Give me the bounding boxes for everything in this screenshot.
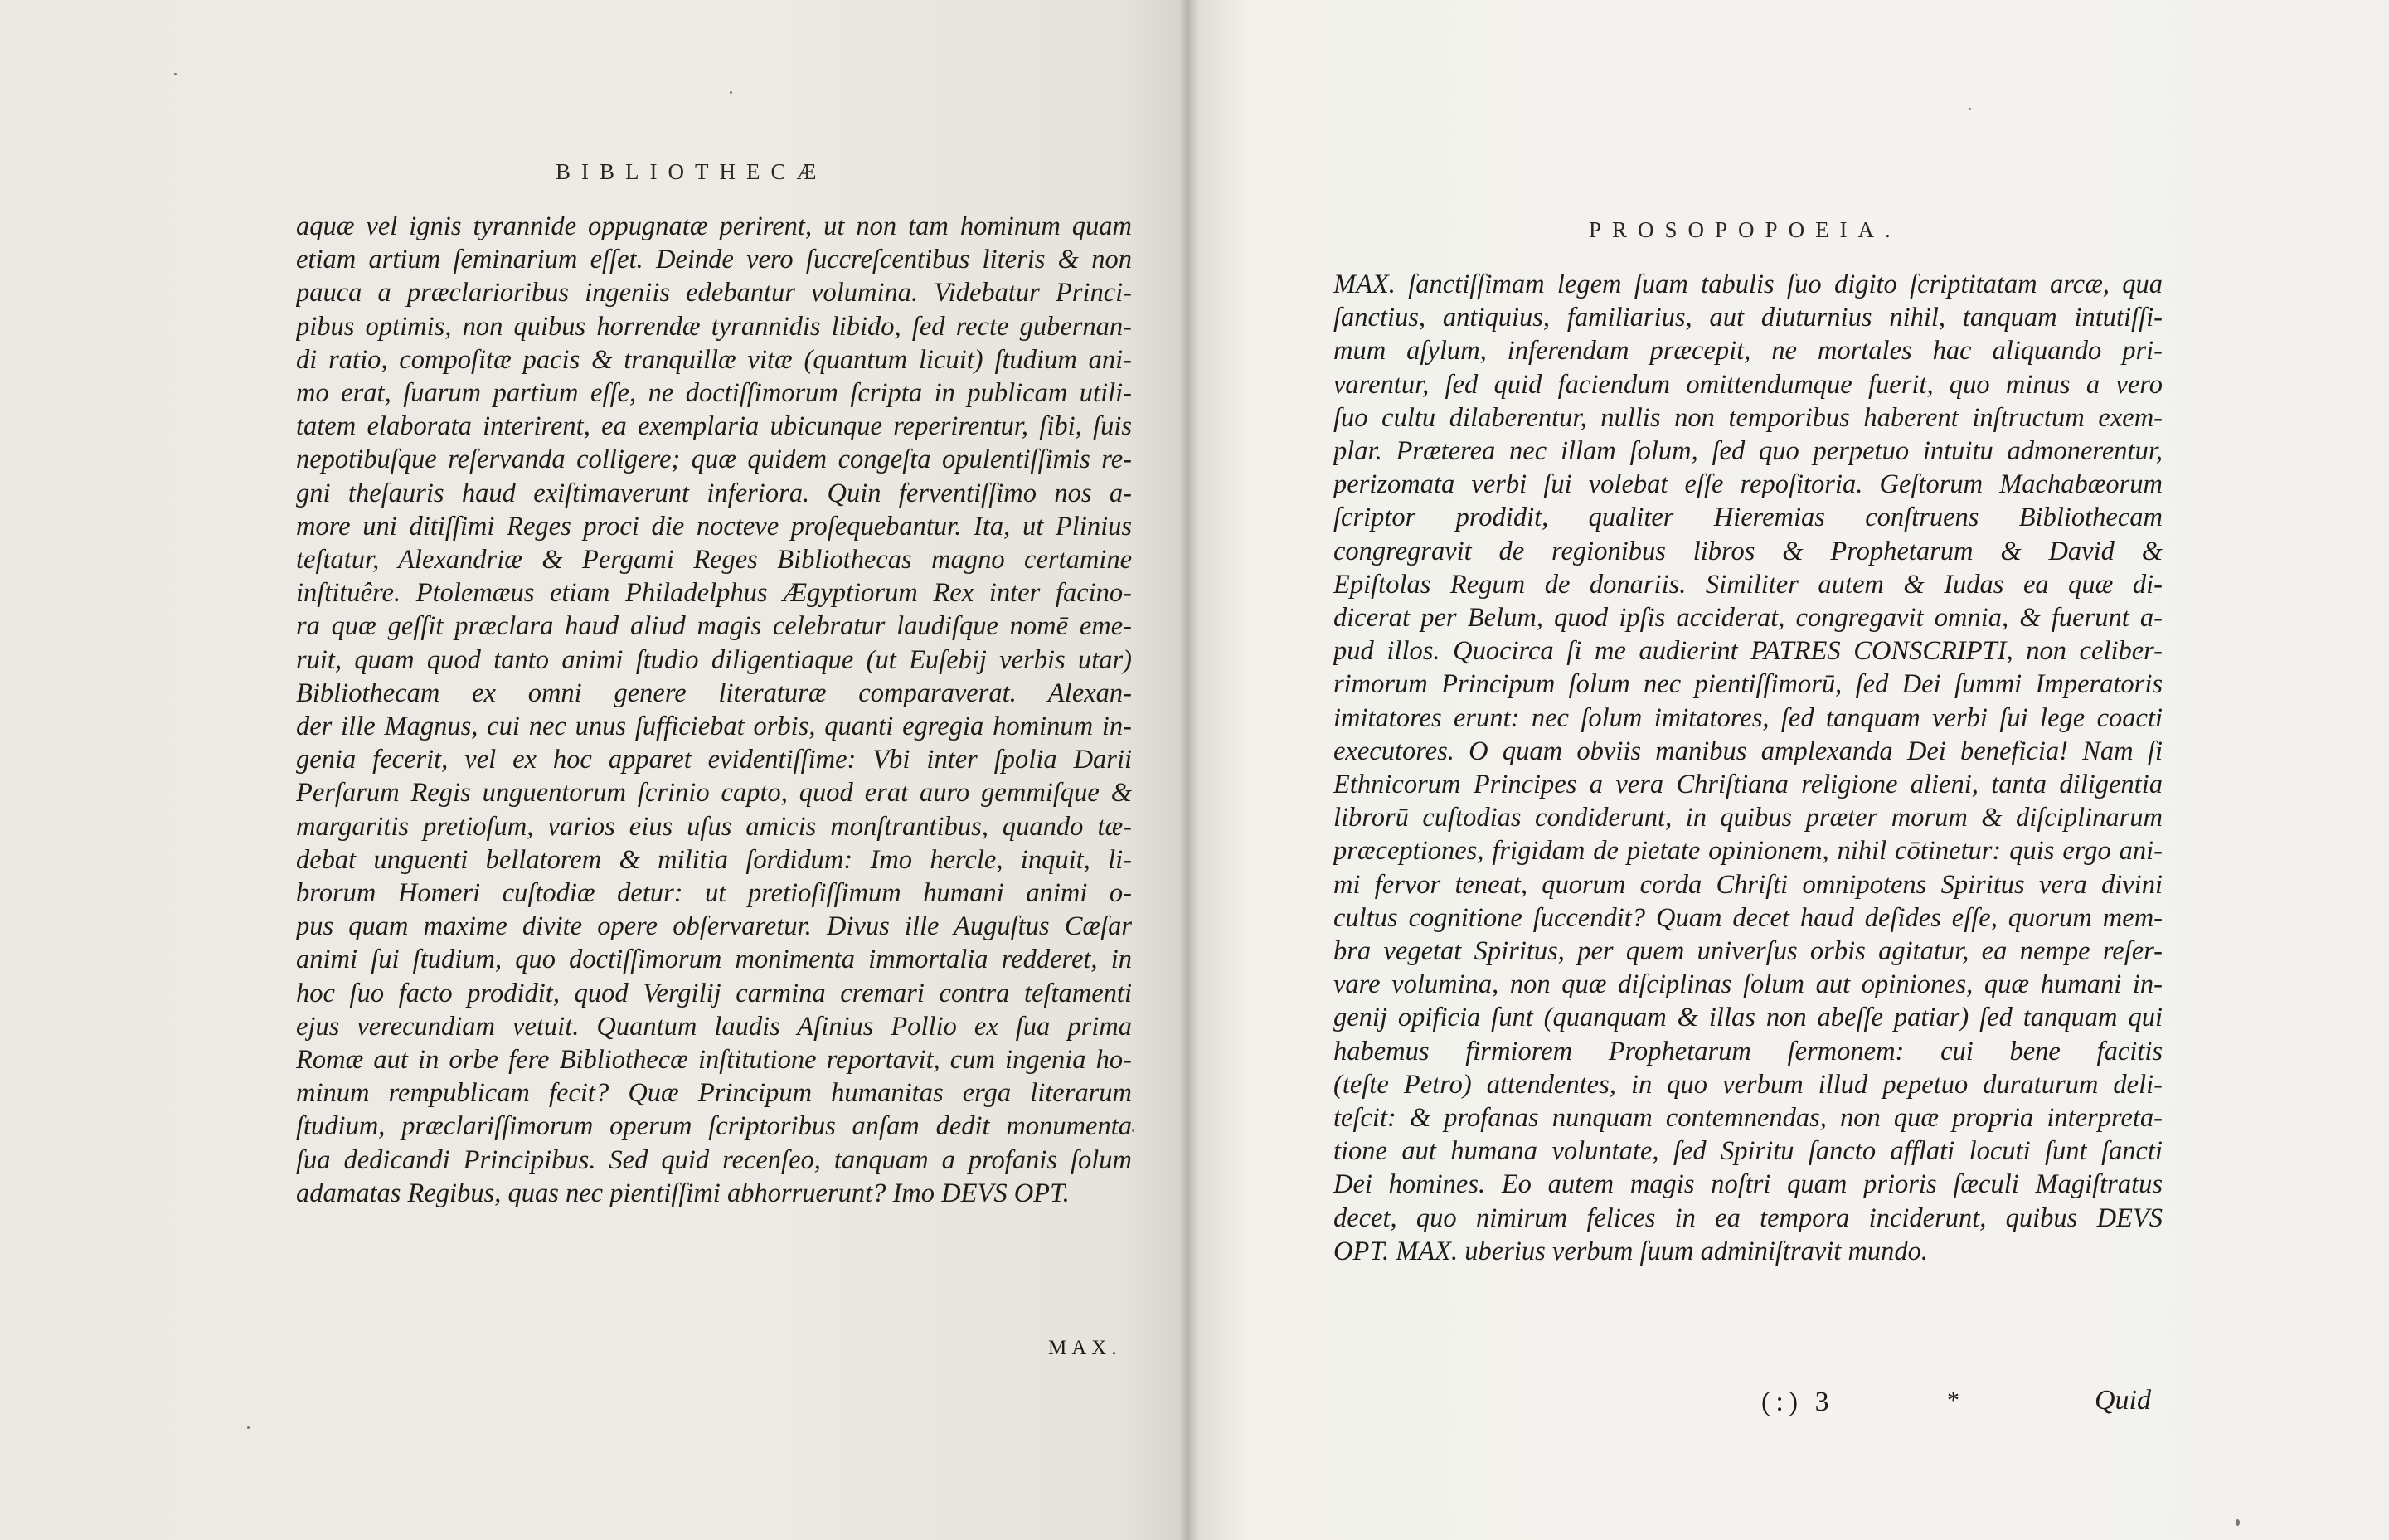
text-line: præceptiones, frigidam de pietate opinionem, nihil cōtinetur: quis ergo ani- xyxy=(1333,836,2163,867)
text-line: habemus firmiorem Prophetarum ſermonem: cui bene facitis xyxy=(1333,1036,2163,1066)
text-line: adamatas Regibus, quas nec pientiſſimi abhorruerunt? Imo DEVS OPT. xyxy=(296,1178,1070,1208)
text-line: ſanctius, antiquius, familiarius, aut diuturnius nihil, tanquam intutiſſi- xyxy=(1333,303,2163,333)
paper-speck xyxy=(2236,1519,2240,1526)
text-line: executores. O quam obviis manibus amplexanda Dei beneficia! Nam ſi xyxy=(1333,736,2163,766)
text-line: congregravit de regionibus libros & Prophetarum & David & xyxy=(1333,536,2163,566)
paper-speck xyxy=(1132,1129,1134,1132)
text-line: imitatores erunt: nec ſolum imitatores, ſed tanquam verbi ſui lege coacti xyxy=(1333,702,2163,733)
text-line: Dei homines. Eo autem magis noſtri quam prioris ſæculi Magiſtratus xyxy=(1333,1169,2163,1200)
catchword-left: MAX. xyxy=(1048,1337,1122,1359)
text-line: Romæ aut in orbe fere Bibliothecæ inſtitutione reportavit, cum ingenia ho- xyxy=(296,1045,1132,1076)
text-line: rimorum Principum ſolum nec pientiſſimorū, ſed Dei ſummi Imperatoris xyxy=(1333,669,2163,700)
text-line: di ratio, compoſitæ pacis & tranquillæ vitæ (quantum licuit) ſtudium ani- xyxy=(296,344,1132,375)
text-line: ſuo cultu dilaberentur, nullis non temporibus haberent inſtructum exem- xyxy=(1333,402,2163,433)
text-line: more uni ditiſſimi Reges proci die nocteve proſequebantur. Ita, ut Plinius xyxy=(296,511,1132,542)
text-line: varentur, ſed quid faciendum omittendumque fuerit, quo minus a vero xyxy=(1333,369,2163,400)
running-head-left: BIBLIOTHECÆ xyxy=(556,159,828,184)
text-line: mum aſylum, inferendam præcepit, ne mortales hac aliquando pri- xyxy=(1333,336,2163,367)
left-page xyxy=(0,0,1189,1540)
text-line: debat unguenti bellatorem & militia ſordidum: Imo hercle, inquit, li- xyxy=(296,844,1132,875)
text-line: genia fecerit, vel ex hoc apparet evidentiſſime: Vbi inter ſpolia Darii xyxy=(296,745,1132,775)
text-line: ra quæ geſſit præclara haud aliud magis celebratur laudiſque nomē eme- xyxy=(296,611,1132,642)
text-line: Perſarum Regis unguentorum ſcrinio capto, quod erat auro gemmiſque & xyxy=(296,778,1132,809)
text-line: margaritis pretioſum, varios eius uſus amicis monſtrantibus, quando tæ- xyxy=(296,811,1132,842)
paper-speck xyxy=(174,73,177,75)
text-line: perizomata verbi ſui volebat eſſe repoſitoria. Geſtorum Machabæorum xyxy=(1333,469,2163,500)
text-line: MAX. ſanctiſſimam legem ſuam tabulis ſuo digito ſcriptitatam arcæ, qua xyxy=(1333,270,2163,299)
text-line: ſua dedicandi Principibus. Sed quid recenſeo, tanquam a profanis ſolum xyxy=(296,1144,1132,1175)
text-line: tatem elaborata interirent, ea exemplaria ubicunque reperirentur, ſibi, ſuis xyxy=(296,411,1132,442)
text-line: (teſte Petro) attendentes, in quo verbum illud pepetuo duraturum deli- xyxy=(1333,1069,2163,1100)
text-line: etiam artium ſeminarium eſſet. Deinde vero ſuccreſcentibus literis & non xyxy=(296,245,1132,275)
running-head-right: PROSOPOPOEIA. xyxy=(1589,217,1901,242)
text-line: bra vegetat Spiritus, per quem univerſus orbis agitatur, ea nempe reſer- xyxy=(1333,936,2163,967)
text-line: decet, quo nimirum felices in ea tempora inciderunt, quibus DEVS xyxy=(1333,1202,2163,1233)
text-line: pus quam maxime divite opere obſervaretur. Divus ille Auguſtus Cæſar xyxy=(296,911,1132,942)
text-line: ſtudium, præclariſſimorum operum ſcriptoribus anſam dedit monumenta xyxy=(296,1111,1132,1142)
text-line: inſtituêre. Ptolemæus etiam Philadelphus Ægyptiorum Rex inter facino- xyxy=(296,578,1132,609)
text-line: cultus cognitione ſuccendit? Quam decet haud deſides eſſe, quorum mem- xyxy=(1333,902,2163,933)
text-line: dicerat per Belum, quod ipſis acciderat, congregavit omnia, & fuerunt a- xyxy=(1333,603,2163,634)
gutter-shadow xyxy=(1179,0,1199,1540)
text-line: brorum Homeri cuſtodiæ detur: ut pretioſiſſimum humani animi o- xyxy=(296,878,1132,909)
text-line: ejus verecundiam vetuit. Quantum laudis Aſinius Pollio ex ſua prima xyxy=(296,1011,1132,1042)
text-line: vare volumina, non quæ diſciplinas ſolum aut opiniones, quæ humani in- xyxy=(1333,969,2163,1000)
right-page-body xyxy=(1333,268,2163,1268)
text-line: Ethnicorum Principes a vera Chriſtiana religione alieni, tanta diligentia xyxy=(1333,770,2163,800)
text-line: animi ſui ſtudium, quo doctiſſimorum monimenta immortalia redderet, in xyxy=(296,945,1132,975)
text-line: der ille Magnus, cui nec unus ſufficiebat orbis, quanti egregia hominum in- xyxy=(296,712,1132,742)
paper-speck xyxy=(730,91,732,94)
text-line: Epiſtolas Regum de donariis. Similiter autem & Iudas ea quæ di- xyxy=(1333,569,2163,600)
text-line: pauca a præclarioribus ingeniis edebantur volumina. Videbatur Princi- xyxy=(296,278,1132,308)
text-line: teſcit: & profanas nunquam contemnendas, non quæ propria interpreta- xyxy=(1333,1103,2163,1134)
catchword-right: Quid xyxy=(2095,1385,2151,1416)
text-line: tione aut humana voluntate, ſed Spiritu ſancto afflati locuti ſunt ſancti xyxy=(1333,1136,2163,1167)
text-line: OPT. MAX. uberius verbum ſuum adminiſtravit mundo. xyxy=(1333,1236,1929,1266)
paper-speck xyxy=(1969,108,1971,110)
text-line: mi fervor teneat, quorum corda Chriſti omnipotens Spiritus vera divini xyxy=(1333,869,2163,900)
left-page-body xyxy=(296,210,1132,1210)
text-line: aquæ vel ignis tyrannide oppugnatæ perirent, ut non tam hominum quam xyxy=(296,211,1132,241)
signature-mark: (:) 3 xyxy=(1761,1387,1834,1417)
text-line: Bibliothecam ex omni genere literaturæ comparaverat. Alexan- xyxy=(296,678,1132,708)
paper-speck xyxy=(247,1426,250,1429)
text-line: hoc ſuo facto prodidit, quod Vergilij carmina cremari contra teſtamenti xyxy=(296,978,1132,1008)
text-line: plar. Præterea nec illam ſolum, ſed quo perpetuo intuitu admonerentur, xyxy=(1333,436,2163,467)
text-line: teſtatur, Alexandriæ & Pergami Reges Bibliothecas magno certamine xyxy=(296,545,1132,576)
text-line: pud illos. Quocirca ſi me audierint PATRES CONSCRIPTI, non celiber- xyxy=(1333,636,2163,667)
text-line: ſcriptor prodidit, qualiter Hieremias conſtruens Bibliothecam xyxy=(1333,503,2163,533)
text-line: nepotibuſque reſervanda colligere; quæ quidem congeſta opulentiſſimis re- xyxy=(296,445,1132,475)
text-line: librorū cuſtodias condiderunt, in quibus præter morum & diſciplinarum xyxy=(1333,803,2163,833)
text-line: ruit, quam quod tanto animi ſtudio diligentiaque (ut Euſebij verbis utar) xyxy=(296,644,1132,675)
text-line: mo erat, ſuarum partium eſſe, ne doctiſſimorum ſcripta in publicam utili- xyxy=(296,378,1132,409)
text-line: minum rempublicam fecit? Quæ Principum humanitas erga literarum xyxy=(296,1078,1132,1109)
text-line: pibus optimis, non quibus horrendæ tyrannidis libido, ſed recte gubernan- xyxy=(296,311,1132,342)
text-line: genij opificia ſunt (quanquam & illas non abeſſe patiar) ſed tanquam qui xyxy=(1333,1003,2163,1033)
text-line: gni theſauris haud exiſtimaverunt inferiora. Quin ferventiſſimo nos a- xyxy=(296,478,1132,508)
star-mark: * xyxy=(1947,1387,1959,1414)
